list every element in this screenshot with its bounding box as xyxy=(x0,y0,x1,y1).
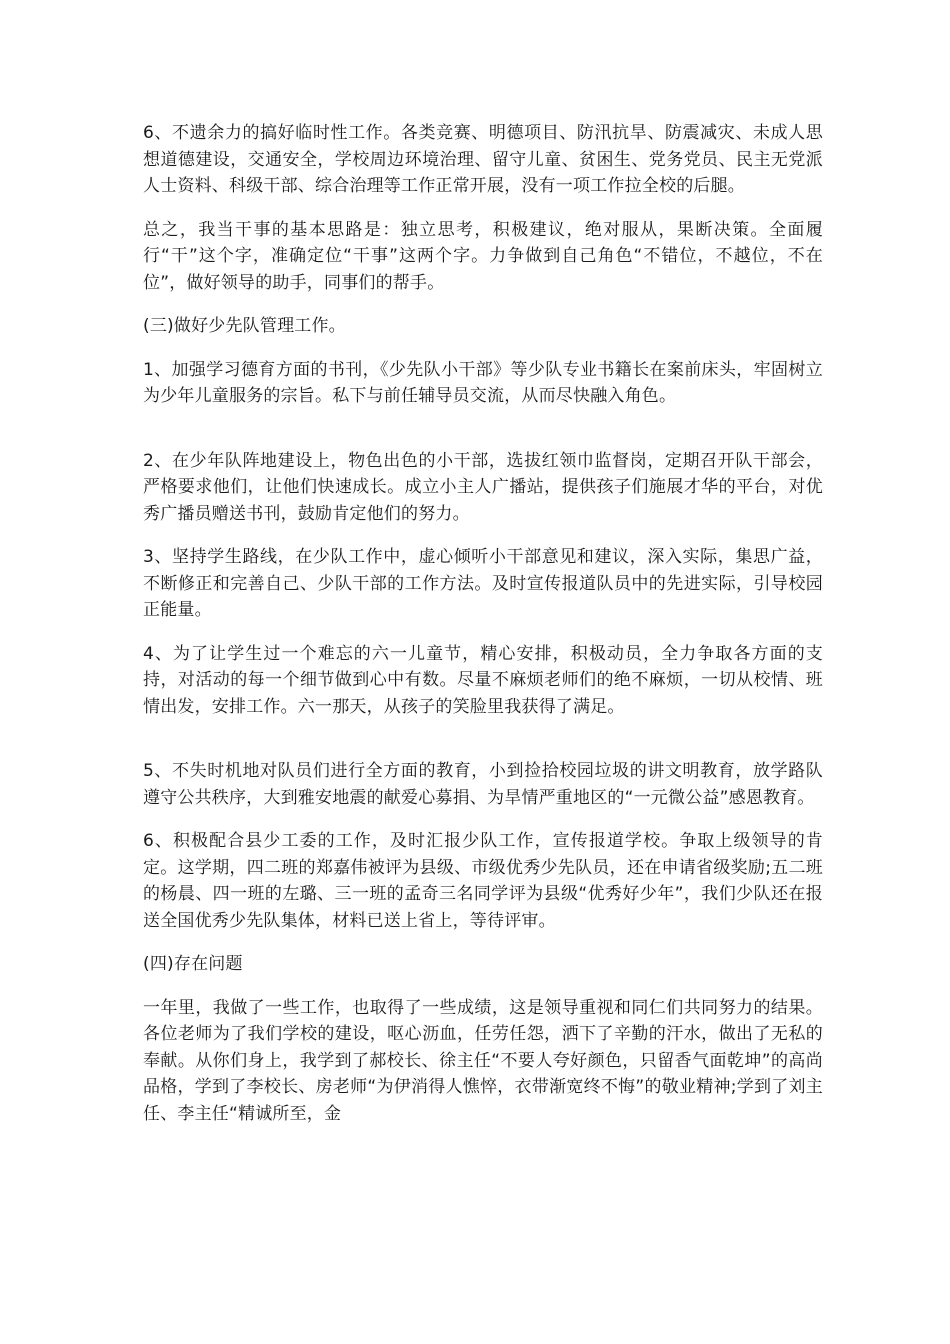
document-body xyxy=(143,120,823,1144)
paragraph-item-3: 3、坚持学生路线，在少队工作中，虚心倾听小干部意见和建议，深入实际，集思广益，不断修正和完善自己、少队干部的工作方法。及时宣传报道队员中的先进实际，引导校园正能量。 xyxy=(143,547,823,620)
paragraph-item-5: 5、不失时机地对队员们进行全方面的教育，小到捡拾校园垃圾的讲文明教育，放学路队遵守公共秩序，大到雅安地震的献爱心募捐、为旱情严重地区的“一元微公益”感恩教育。 xyxy=(143,761,823,808)
paragraph-reflection: 一年里，我做了一些工作，也取得了一些成绩，这是领导重视和同仁们共同努力的结果。各位老师为了我们学校的建设，呕心沥血，任劳任怨，洒下了辛勤的汗水，做出了无私的奉献。从你们身上，我学到了郝校长、徐主任“不要人夸好颜色，只留香气面乾坤”的高尚品格，学到了李校长、房老师“为伊消得人憔悴，衣带渐宽终不悔”的敬业精神;学到了刘主任、李主任“精诚所至，金 xyxy=(143,997,823,1124)
paragraph-item-1: 1、加强学习德育方面的书刊，《少先队小干部》等少队专业书籍长在案前床头，牢固树立为少年儿童服务的宗旨。私下与前任辅导员交流，从而尽快融入角色。 xyxy=(143,359,823,406)
paragraph-temporary-work: 6、不遗余力的搞好临时性工作。各类竞赛、明德项目、防汛抗旱、防震减灾、未成人思想道德建设，交通安全，学校周边环境治理、留守儿童、贫困生、党务党员、民主无党派人士资料、科级干部、综合治理等工作正常开展，没有一项工作拉全校的后腿。 xyxy=(143,123,823,196)
section-heading-problems: (四)存在问题 xyxy=(143,954,243,974)
section-heading-young-pioneers: (三)做好少先队管理工作。 xyxy=(143,316,346,336)
paragraph-item-6: 6、积极配合县少工委的工作，及时汇报少队工作，宣传报道学校。争取上级领导的肯定。这学期，四二班的郑嘉伟被评为县级、市级优秀少先队员，还在申请省级奖励;五二班的杨晨、四一班的左璐、三一班的孟奇三名同学评为县级“优秀好少年”，我们少队还在报送全国优秀少先队集体，材料已送上省上，等待评审。 xyxy=(143,831,823,931)
paragraph-summary-approach: 总之，我当干事的基本思路是：独立思考，积极建议，绝对服从，果断决策。全面履行“干”这个字，准确定位“干事”这两个字。力争做到自己角色“不错位，不越位，不在位”，做好领导的助手，同事们的帮手。 xyxy=(143,219,823,293)
paragraph-item-2: 2、在少年队阵地建设上，物色出色的小干部，选拔红领巾监督岗，定期召开队干部会，严格要求他们，让他们快速成长。成立小主人广播站，提供孩子们施展才华的平台，对优秀广播员赠送书刊，鼓励肯定他们的努力。 xyxy=(143,450,823,524)
paragraph-item-4: 4、为了让学生过一个难忘的六一儿童节，精心安排，积极动员，全力争取各方面的支持，对活动的每一个细节做到心中有数。尽量不麻烦老师们的绝不麻烦，一切从校情、班情出发，安排工作。六一那天，从孩子的笑脸里我获得了满足。 xyxy=(143,643,823,717)
